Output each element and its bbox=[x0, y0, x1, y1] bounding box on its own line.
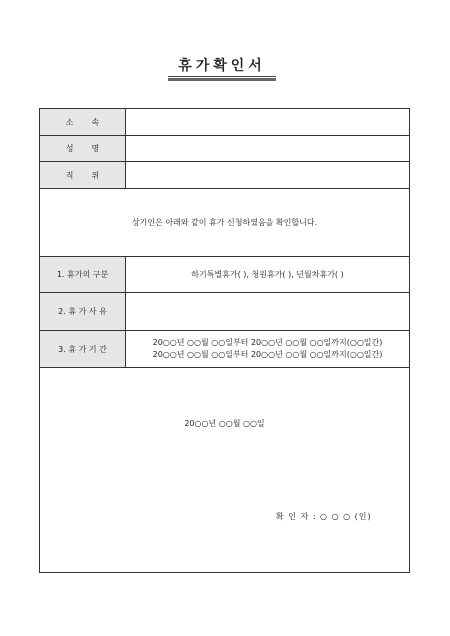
title-double-underline bbox=[168, 78, 276, 81]
statement-text: 상기인은 아래와 같이 휴가 신청하였음을 확인합니다. bbox=[131, 218, 318, 227]
leave-period-row bbox=[40, 331, 409, 368]
title-underline bbox=[168, 76, 276, 77]
statement-row bbox=[40, 189, 409, 257]
leave-period-value[interactable] bbox=[126, 331, 409, 367]
document-title: 휴가확인서 bbox=[178, 58, 266, 74]
name-field[interactable] bbox=[126, 136, 409, 161]
leave-type-value[interactable]: 하기특별휴가( ), 청원휴가( ), 년월차휴가( ) bbox=[191, 270, 344, 279]
leave-confirmation-form bbox=[39, 108, 410, 573]
name-row bbox=[40, 136, 409, 162]
position-label: 직위 bbox=[40, 162, 126, 188]
leave-period-line-1: 20○○년 ○○월 ○○일부터 20○○년 ○○월 ○○일까지(○○일간) bbox=[152, 338, 383, 347]
leave-period-label: 3. 휴 가 기 간 bbox=[40, 331, 126, 367]
position-field[interactable] bbox=[126, 162, 409, 188]
affiliation-label: 소속 bbox=[40, 109, 126, 135]
leave-reason-row bbox=[40, 293, 409, 331]
date-line: 20○○년 ○○월 ○○일 bbox=[184, 419, 265, 428]
leave-reason-label: 2. 휴 가 사 유 bbox=[40, 293, 126, 330]
signature-area bbox=[40, 368, 409, 574]
position-row bbox=[40, 162, 409, 189]
leave-type-row bbox=[40, 257, 409, 293]
affiliation-row bbox=[40, 109, 409, 136]
leave-period-line-2: 20○○년 ○○월 ○○일부터 20○○년 ○○월 ○○일까지(○○일간) bbox=[152, 350, 383, 359]
leave-type-label: 1. 휴가의 구분 bbox=[40, 257, 126, 292]
confirmer-line: 확 인 자 : ○ ○ ○ (인) bbox=[276, 512, 372, 521]
affiliation-field[interactable] bbox=[126, 109, 409, 135]
name-label: 성명 bbox=[40, 136, 126, 161]
leave-reason-field[interactable] bbox=[126, 293, 409, 330]
